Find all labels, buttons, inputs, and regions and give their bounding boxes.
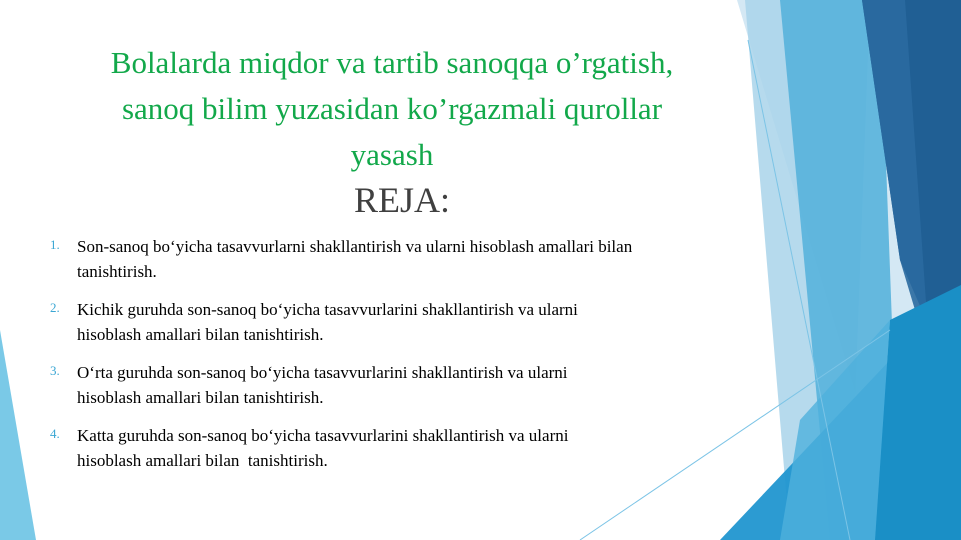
list-item-text: [77, 297, 747, 347]
list-item: [0, 234, 760, 284]
list-item-line: Katta guruhda son-sanoq bo‘yicha tasavvurlarini shakllantirish va ularni: [77, 426, 569, 445]
list-number: 2.: [50, 300, 60, 315]
list-number: 3.: [50, 363, 60, 378]
title-line: sanoq bilim yuzasidan ko’rgazmali qurollar: [121, 91, 663, 126]
plan-list: [0, 234, 760, 486]
slide-subtitle: REJA:: [353, 180, 450, 220]
list-item: [0, 297, 760, 347]
list-number: 1.: [50, 237, 60, 252]
list-item-line: Kichik guruhda son-sanoq bo‘yicha tasavvurlarini shakllantirish va ularni: [77, 300, 578, 319]
list-item-text: [77, 423, 747, 473]
list-item-line: Son-sanoq bo‘yicha tasavvurlarni shakllantirish va ularni hisoblash amallari bilan: [77, 237, 633, 256]
title-line: yasash: [350, 137, 434, 172]
list-item-line: hisoblash amallari bilan tanishtirish.: [77, 325, 324, 344]
list-item-line: hisoblash amallari bilan tanishtirish.: [77, 388, 324, 407]
list-item-line: tanishtirish.: [77, 262, 157, 281]
list-item-text: [77, 360, 747, 410]
list-item: [0, 423, 760, 473]
list-item-text: [77, 234, 747, 284]
list-number: 4.: [50, 426, 60, 441]
list-item: [0, 360, 760, 410]
list-item-line: hisoblash amallari bilan tanishtirish.: [77, 451, 328, 470]
title-line: Bolalarda miqdor va tartib sanoqqa o’rgatish,: [110, 45, 674, 80]
list-item-line: O‘rta guruhda son-sanoq bo‘yicha tasavvurlarini shakllantirish va ularni: [77, 363, 568, 382]
slide-title: [52, 40, 732, 178]
